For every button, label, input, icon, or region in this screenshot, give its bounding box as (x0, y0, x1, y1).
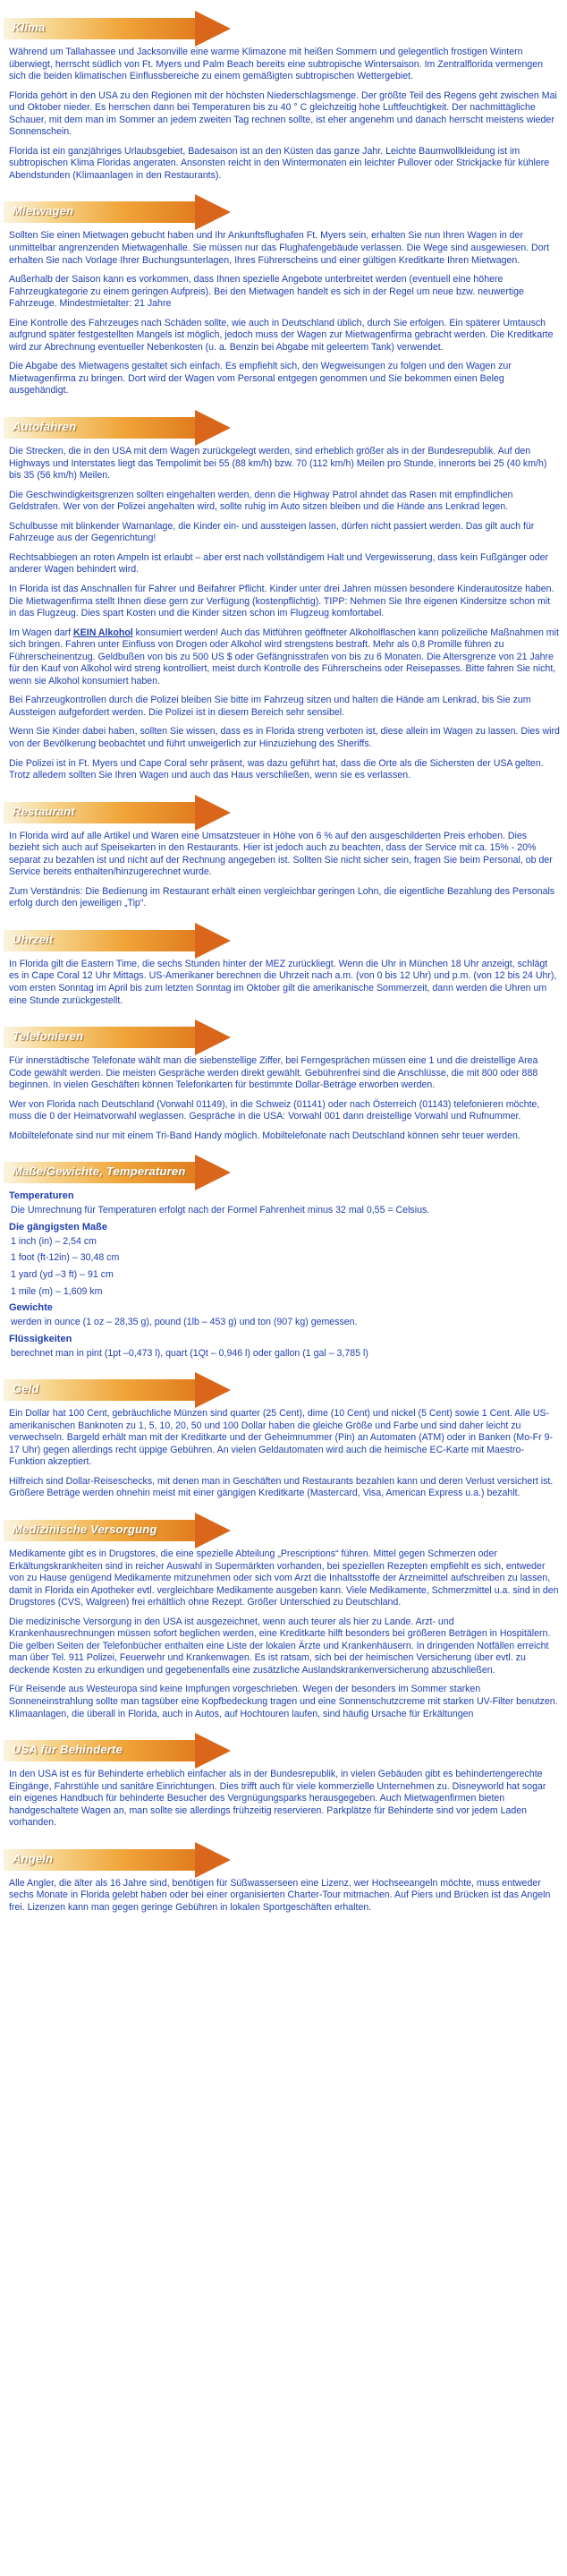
arrow-icon (195, 11, 231, 47)
section-title: Angeln (13, 1851, 54, 1865)
arrow-icon (195, 1155, 231, 1190)
paragraph: Mobiltelefonate sind nur mit einem Tri-Band Handy möglich. Mobiltelefonate nach Deutschland können sehr teuer werden. (9, 1130, 520, 1141)
arrow-icon (195, 1513, 231, 1548)
paragraph: Florida ist ein ganzjähriges Urlaubsgebiet, Badesaison ist an den Küsten das ganze Jahr. Leichte Baumwollkleidung ist im subtropischen Klima Floridas angeraten. Ansonsten reicht in den Wintermonaten ein leichter Pullover oder Strickjacke für kühlere Abendstunden (Klimaanlagen in den Restaurants). (9, 145, 550, 181)
section-geld (0, 1372, 567, 1500)
arrow-icon (195, 1842, 231, 1878)
paragraph: Außerhalb der Saison kann es vorkommen, dass Ihnen spezielle Angebote unterbreitet werden (eventuell eine höhere Fahrzeugkategorie zu einem geringen Aufpreis). Bei den Mietwagen handelt es sich in der Regel um neue bzw. neuwertige Fahrzeuge. Mindestmietalter: 21 Jahre (9, 274, 524, 310)
paragraph: Florida gehört in den USA zu den Regionen mit der höchsten Niederschlagsmenge. Der größte Teil des Regens geht zwischen Mai und Oktober nieder. Es herrschen dann bei Temperaturen bis zu 40 ° C gleichzeitig hohe Luftfeuchtigkeit. Der nachmittägliche Schauer, mit dem man im Sommer an jedem zweiten Tag rechnen sollte, ist eher angenehm und danach herrscht meistens wieder Sonnenschein. (9, 90, 557, 138)
arrow-icon (195, 194, 231, 230)
paragraph: Die Polizei ist in Ft. Myers und Cape Coral sehr präsent, was dazu geführt hat, dass die Orte als die Sichersten der USA gelten. Trotz alledem sollten Sie Ihren Wagen und auch das Haus verschließen, wenn sie es verlassen. (9, 757, 544, 781)
section-banner (4, 923, 236, 959)
paragraph: Alle Angler, die älter als 16 Jahre sind, benötigen für Süßwasserseen eine Lizenz, wer Hochseeangeln möchte, muss entweder sechs Monate in Florida gelebt haben oder bei einer organisierten Charter-Tour mitmachen. Auf Piers und Brücken ist das Angeln frei. Lizenzen kann man gegen geringe Gebühren in lokalen Sportgeschäften erhalten. (9, 1877, 551, 1913)
section-body (0, 1190, 567, 1360)
paragraph: Im Wagen darf KEIN Alkohol konsumiert werden! Auch das Mitführen geöffneter Alkoholflaschen kann polizeiliche Maßnahmen mit sich bringen. Fahren unter Einfluss von Drogen oder Alkohol wird strengstens bestraft. Mehr als 0,8 Promille führen zu Führerscheinentzug. Geldbußen von bis zu 500 US $ oder Gefängnisstrafen von bis zu 6 Monaten. Die Altersgrenze von 21 Jahre für den Kauf von Alkohol wird streng kontrolliert, meist durch Kontrolle des Führerscheins oder Reisepasses. Bitte fahren Sie nicht, wenn sie Alkohol konsumiert haben. (9, 627, 559, 687)
arrow-icon (195, 923, 231, 959)
paragraph: Wer von Florida nach Deutschland (Vorwahl 01149), in die Schweiz (01141) oder nach Österreich (01143) telefonieren möchte, muss die 0 der Heimatvorwahl weglassen. Gespräche in die USA: Vorwahl 001 dann dreistellige Vorwahl und Rufnummer. (9, 1098, 540, 1122)
unit-line: 1 inch (in) – 2,54 cm (11, 1235, 97, 1247)
section-banner (4, 11, 236, 47)
section-title: Uhrzeit (13, 932, 54, 946)
paragraph: Für Reisende aus Westeuropa sind keine Impfungen vorgeschrieben. Wegen der besonders im Sommer starken Sonneneinstrahlung sollte man tagsüber eine Kopfbedeckung tragen und eine Sonnenschutzcreme mit starken UV-Filter benutzen. Klimaanlagen, die überall in Florida, auch in Autos, auf Hochtouren laufen, sind häufig Ursache für Erkältungen (9, 1684, 558, 1719)
section-masse-gewichte-temperaturen (0, 1155, 567, 1360)
section-body (0, 446, 567, 782)
section-body (0, 47, 567, 182)
subheading: Die gängigsten Maße (9, 1221, 108, 1233)
section-body (0, 1055, 567, 1142)
section-title: Klima (13, 21, 46, 34)
section-body (0, 831, 567, 910)
section-body (0, 1408, 567, 1500)
unit-line: werden in ounce (1 oz – 28,35 g), pound (1lb – 453 g) und ton (907 kg) gemessen. (11, 1317, 358, 1328)
paragraph: Rechtsabbiegen an roten Ampeln ist erlaubt – aber erst nach vollständigem Halt und Vergewisserung, dass kein Fußgänger oder anderer Wagen behindert wird. (9, 551, 549, 576)
paragraph: In Florida ist das Anschnallen für Fahrer und Beifahrer Pflicht. Kinder unter drei Jahren müssen besondere Kinderautositze haben. Die Mietwagenfirma stellt Ihnen diese gern zur Verfügung (kostenpflichtig). TIPP: Nehmen Sie Ihre eigenen Kindersitze schon mit in das Flugzeug. Dies spart Kosten und die Kinder sitzen schon im Flugzeug komfortabel. (9, 583, 554, 619)
section-title: Maße/Gewichte, Temperaturen (13, 1164, 186, 1179)
section-title: Mietwagen (13, 204, 74, 218)
subheading: Flüssigkeiten (9, 1333, 72, 1344)
paragraph: Die Strecken, die in den USA mit dem Wagen zurückgelegt werden, sind erheblich größer als in der Bundesrepublik. Auf den Highways und Interstates liegt das Tempolimit bei 55 (88 km/h) bzw. 70 (112 km/h) Meilen pro Stunde, innerorts bei 25 (40 km/h) bis 35 (56 km/h) Meilen. (9, 446, 547, 482)
section-title: Geld (13, 1382, 39, 1396)
section-title: Restaurant (13, 804, 75, 818)
section-title: Autofahren (13, 420, 77, 434)
section-banner (4, 1733, 236, 1769)
arrow-icon (195, 795, 231, 831)
unit-line: 1 yard (yd –3 ft) – 91 cm (11, 1269, 114, 1280)
paragraph: Wenn Sie Kinder dabei haben, sollten Sie wissen, dass es in Florida streng verboten ist, diese allein im Wagen zu lassen. Dies wird von der Bevölkerung beobachtet und führt unweigerlich zur Hinzuziehung des Sheriffs. (9, 726, 560, 749)
arrow-icon (195, 1019, 231, 1055)
section-banner (4, 1842, 236, 1878)
unit-line: 1 mile (m) – 1,609 km (11, 1285, 103, 1297)
section-banner (4, 795, 236, 831)
section-body (0, 959, 567, 1007)
section-telefonieren (0, 1019, 567, 1142)
subheading: Gewichte (9, 1302, 53, 1314)
section-banner (4, 194, 236, 230)
section-body (0, 230, 567, 397)
section-klima (0, 11, 567, 182)
section-banner (4, 1019, 236, 1055)
section-banner (4, 1155, 236, 1190)
arrow-icon (195, 1372, 231, 1408)
section-banner (4, 410, 236, 446)
section-angeln (0, 1842, 567, 1915)
section-title: Medizinische Versorgung (13, 1523, 157, 1537)
paragraph: Hilfreich sind Dollar-Reiseschecks, mit denen man in Geschäften und Restaurants bezahlen kann und deren Verlust versichert ist. Größere Beträge werden ohnehin meist mit einer gängigen Kreditkarte (Mastercard, Visa, American Express u.a.) bezahlt. (9, 1475, 554, 1499)
arrow-icon (195, 1733, 231, 1769)
section-title: USA für Behinderte (13, 1743, 123, 1757)
paragraph: In Florida wird auf alle Artikel und Waren eine Umsatzsteuer in Höhe von 6 % auf den ausgeschilderten Preis erhoben. Dies bezieht sich auch auf Speisekarten in den Restaurants. Hier ist jedoch auch zu beachten, dass der Service mit ca. 15% - 20% separat zu bezahlen ist und nicht auf der Rechnung angegeben ist. Sollten Sie nicht sicher sein, fragen Sie beim Personal, ob der Service bereits enthalten/hinzugerechnet wurde. (9, 830, 553, 878)
section-restaurant (0, 795, 567, 910)
paragraph: Für innerstädtische Telefonate wählt man die siebenstellige Ziffer, bei Ferngesprächen müssen eine 1 und die dreistellige Area Code gewählt werden. Die meisten Gespräche werden direkt gewählt. Gebührenfrei sind die Anschlüsse, die mit 800 oder 888 beginnen. In vielen Geschäften können Telefonkarten für bestimmte Dollar-Beträge erworben werden. (9, 1055, 538, 1091)
section-body (0, 1878, 567, 1915)
arrow-icon (195, 410, 231, 446)
paragraph: Während um Tallahassee und Jacksonville eine warme Klimazone mit heißen Sommern und gelegentlich frostigen Wintern überwiegt, herrscht südlich von Ft. Myers und Palm Beach bereits eine subtropische Wintersaison. Im Zentralflorida vermengen sich die beiden klimatischen Einflussbereiche zu einem gemäßigten subtropischen Wettergebiet. (9, 47, 544, 82)
paragraph: Zum Verständnis: Die Bedienung im Restaurant erhält einen vergleichbar geringen Lohn, die eigentliche Bezahlung des Personals erfolg durch den jeweiligen „Tip“. (9, 885, 555, 909)
section-usa-fuer-behinderte (0, 1733, 567, 1830)
unit-line: 1 foot (ft-12in) – 30,48 cm (11, 1252, 120, 1264)
section-autofahren (0, 410, 567, 782)
paragraph: Bei Fahrzeugkontrollen durch die Polizei bleiben Sie bitte im Fahrzeug sitzen und halten die Hände am Lenkrad, bis Sie zum Aussteigen aufgefordert werden. Die Polizei ist in diesem Bereich sehr sensibel. (9, 695, 531, 718)
paragraph: Die Geschwindigkeitsgrenzen sollten eingehalten werden, denn die Highway Patrol ahndet das Rasen mit empfindlichen Geldstrafen. Wer von der Polizei angehalten wird, sollte ruhig im Auto sitzen bleiben und die Hände ans Lenkrad legen. (9, 489, 513, 513)
section-banner (4, 1372, 236, 1408)
paragraph: Eine Kontrolle des Fahrzeuges nach Schäden sollte, wie auch in Deutschland üblich, durch Sie erfolgen. Ein späterer Umtausch aufgrund später festgestellten Mangels ist möglich, jedoch muss der Wagen zur Mietwagenfirma gebracht werden. Die Kreditkarte wird zur Abrechnung eventueller Nebenkosten (u. a. Benzin bei Abgabe mit geleertem Tank) verwendet. (9, 317, 554, 353)
section-body (0, 1769, 567, 1830)
unit-line: berechnet man in pint (1pt –0,473 l), quart (1Qt – 0,946 l) oder gallon (1 gal – 3,785 l) (11, 1347, 368, 1359)
section-medizinische-versorgung (0, 1513, 567, 1720)
section-mietwagen (0, 194, 567, 397)
unit-line: Die Umrechnung für Temperaturen erfolgt nach der Formel Fahrenheit minus 32 mal 0,55 = Celsius. (11, 1205, 430, 1216)
paragraph: Ein Dollar hat 100 Cent, gebräuchliche Münzen sind quarter (25 Cent), dime (10 Cent) und nickel (5 Cent) sowie 1 Cent. Alle US-amerikanischen Banknoten zu 1, 5, 10, 20, 50 und 100 Dollar haben die gleiche Größe und Farbe und sind daher leicht zu verwechseln. Bargeld erhält man mit der Kreditkarte und der Geheimnummer (Pin) an Automaten (ATM) oder in Banken (Mo-Fr 9-17 Uhr) gegen allerdings recht üppige Gebühren. An vielen Geldautomaten wird auch die heimische EC-Karte mit Maestro-Funktion akzeptiert. (9, 1408, 554, 1468)
paragraph: Die Abgabe des Mietwagens gestaltet sich einfach. Es empfiehlt sich, den Wegweisungen zu folgen und den Wagen zur Mietwagenfirma zu bringen. Dort wird der Wagen vom Personal entgegen genommen und Sie bekommen einen Beleg ausgehändigt. (9, 361, 512, 397)
subheading: Temperaturen (9, 1190, 74, 1202)
section-body (0, 1548, 567, 1720)
paragraph: In den USA ist es für Behinderte erheblich einfacher als in der Bundesrepublik, in vielen Gebäuden gibt es behindertengerechte Eingänge, Fahrstühle und sanitäre Einrichtungen. Dies trifft auch für viele kommerzielle Unternehmen zu. Disneyworld hat sogar ein eigenes Handbuch für behinderte Besucher des Vergnügungsparks herausgegeben. Auch Mietwagenfirmen bieten handgeschaltete Wagen an, man sollte sie allerdings frühzeitig reservieren. Parkplätze für Behinderte sind vor jedem Laden vorhanden. (9, 1769, 546, 1829)
paragraph: In Florida gilt die Eastern Time, die sechs Stunden hinter der MEZ zurückliegt. Wenn die Uhr in München 18 Uhr anzeigt, schlägt es in Cape Coral 12 Uhr Mittags. US-Amerikaner berechnen die Uhrzeit nach a.m. (von 0 bis 12 Uhr) und p.m. (von 12 bis 24 Uhr), vom ersten Sonntag im April bis zum letzten Sonntag im Oktober gilt die amerikanische Sommerzeit, dann werden die Uhren um eine Stunde zurückgestellt. (9, 958, 557, 1006)
paragraph: Die medizinische Versorgung in den USA ist ausgezeichnet, wenn auch teurer als hier zu Lande. Arzt- und Krankenhausrechnungen müssen sofort beglichen werden, eine Kreditkarte hilft besonders bei größeren Beträgen in Hospitälern. Die gelben Seiten der Telefonbücher enthalten eine Liste der lokalen Ärzte und Krankenhäusern. In dringenden Notfällen erreicht man über Tel. 911 Polizei, Feuerwehr und Krankenwagen. Es ist ratsam, sich bei der heimischen Versicherung über evtl. zu deckende Kosten zu erkundigen und gegebenenfalls eine zusätzliche Auslandskrankenversicherung abzuschließen. (9, 1616, 551, 1676)
paragraph: Schulbusse mit blinkender Warnanlage, die Kinder ein- und aussteigen lassen, dürfen nicht passiert werden. Das gilt auch für Fahrzeuge aus der Gegenrichtung! (9, 520, 535, 544)
paragraph: Medikamente gibt es in Drugstores, die eine spezielle Abteilung „Prescriptions“ führen. Mittel gegen Schmerzen oder Erkältungskrankheiten sind in reicher Auswahl in Supermärkten vorhanden, bei speziellen Rezepten empfiehlt es sich, entweder von zu Hause genügend Medikamente mitzunehmen oder sich vom Arzt die Inhaltsstoffe der Arzneimittel aufschreiben zu lassen, damit in Florida ein Apotheker evtl. vergleichbare Medikamente ausgeben kann. Viele Medikamente, Schmerzmittel u.a. sind in den Drugstores (CVS, Walgreen) frei erhältlich ohne Rezept. Größer Unterschied zu Deutschland. (9, 1548, 559, 1608)
section-banner (4, 1513, 236, 1548)
section-title: Telefonieren (13, 1029, 84, 1044)
section-uhrzeit (0, 923, 567, 1007)
paragraph: Sollten Sie einen Mietwagen gebucht haben und Ihr Ankunftsflughafen Ft. Myers sein, erhalten Sie nun Ihren Wagen in der unmittelbar angrenzenden Mietwagenhalle. Sie müssen nur das Flughafengebäude verlassen. Die Wege sind ausgewiesen. Dort erhalten Sie nach Vorlage Ihrer Buchungsunterlagen, Ihres Führerscheins und einer gültigen Kreditkarte Ihren Mietwagen. (9, 230, 550, 266)
